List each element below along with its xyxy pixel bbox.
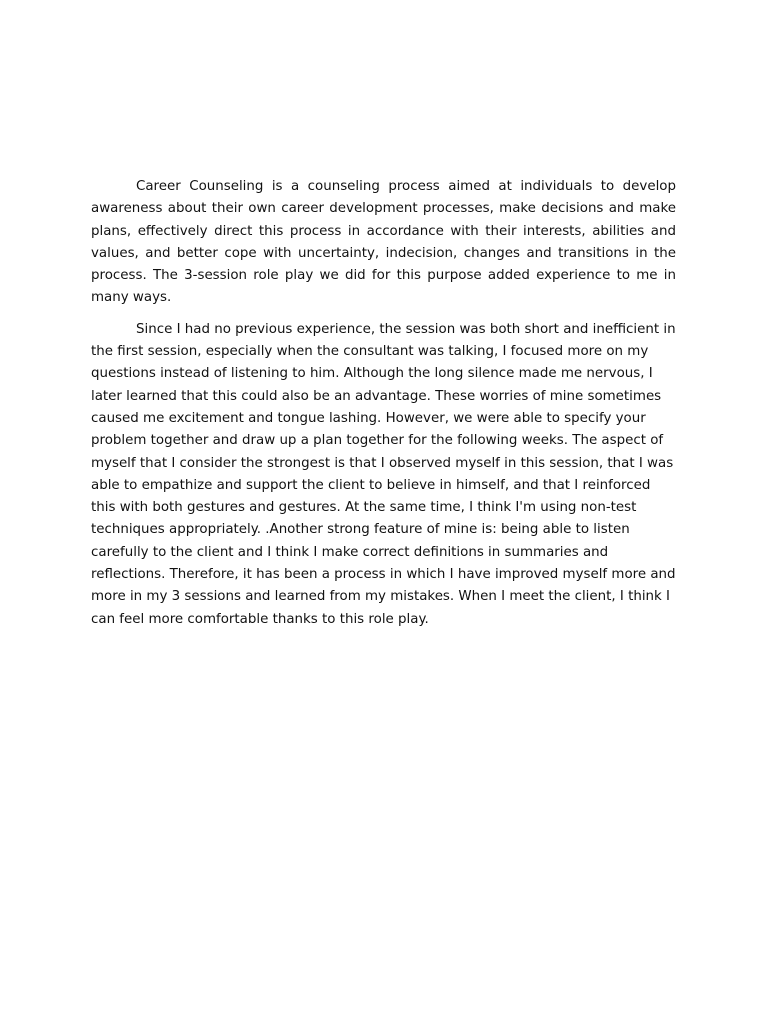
paragraph-career-counseling: Career Counseling is a counseling process aimed at individuals to develop awareness about their own career development processes, make decisions and make plans, effectively direct this process in accordance with their interests, abilities and values, and better cope with uncertainty, indecision, changes and transitions in the process. The 3-session role play we did for this purpose added experience to me in many ways.: [91, 179, 676, 306]
document-body: [91, 176, 676, 631]
paragraph-session-reflection: Since I had no previous experience, the session was both short and inefficient in the first session, especially when the consultant was talking, I focused more on my questions instead of listening to him. Although the long silence made me nervous, I later learned that this could also be an advantage. These worries of mine sometimes caused me excitement and tongue lashing. However, we were able to specify your problem together and draw up a plan together for the following weeks. The aspect of myself that I consider the strongest is that I observed myself in this session, that I was able to empathize and support the client to believe in himself, and that I reinforced this with both gestures and gestures. At the same time, I think I'm using non-test techniques appropriately. .Another strong feature of mine is: being able to listen carefully to the client and I think I make correct definitions in summaries and reflections. Therefore, it has been a process in which I have improved myself more and more in my 3 sessions and learned from my mistakes. When I meet the client, I think I can feel more comfortable thanks to this role play.: [91, 321, 676, 627]
